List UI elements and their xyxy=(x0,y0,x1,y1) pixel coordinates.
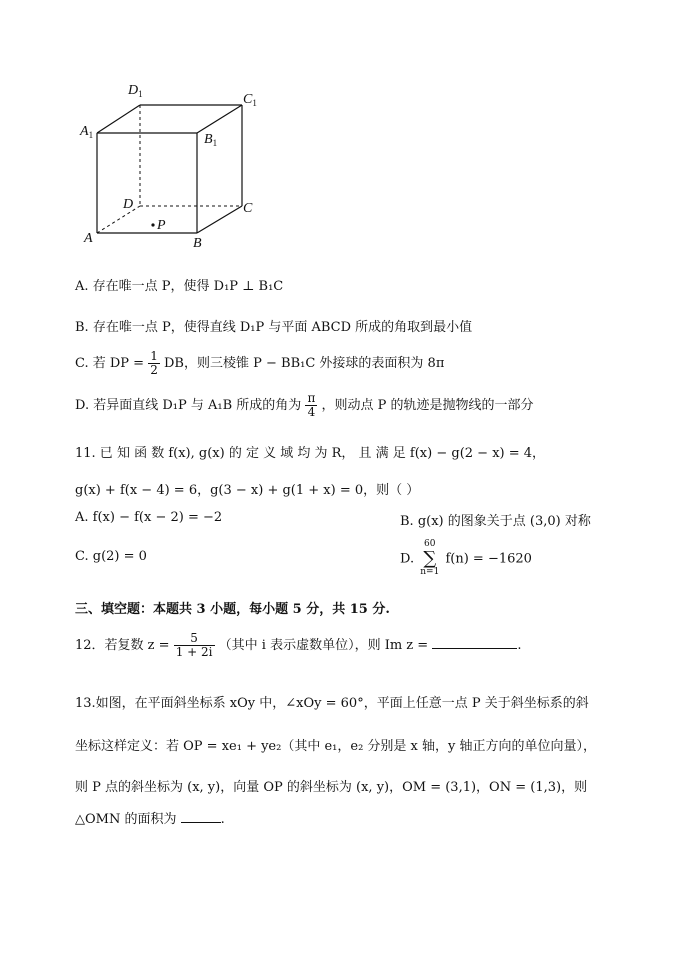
q11-option-d: D. 60 ∑ n=1 f(n) = −1620 xyxy=(400,539,532,577)
q13-line4: △OMN 的面积为 . xyxy=(75,812,225,827)
q10-option-c: C. 若 DP = $\frac{1}{2}$ DB，则三棱锥 P − BB₁C 外接球的表面积为 8π xyxy=(75,349,445,378)
label-A1: $A_1$ xyxy=(80,124,94,140)
label-C1: $C_1$ xyxy=(243,92,257,108)
q13-line3: 则 P 点的斜坐标为 (x, y)，向量 OP 的斜坐标为 (x, y)，OM = (3,1)，ON = (1,3)，则 xyxy=(75,780,588,795)
fraction-half: $\frac{1}{2}$ xyxy=(150,349,158,378)
q12: 12．若复数 z = $\frac{5}{1 + 2i}$ （其中 i 表示虚数单位），则 Im z = . xyxy=(75,631,522,660)
q13-line2: 坐标这样定义：若 OP = xe₁ + ye₂（其中 e₁，e₂ 分别是 x 轴，y 轴正方向的单位向量）， xyxy=(75,739,596,754)
label-A: A xyxy=(84,231,93,246)
q10-option-d: D. 若异面直线 D₁P 与 A₁B 所成的角为 $\frac{\pi}{4}$ ，则动点 P 的轨迹是抛物线的一部分 xyxy=(75,391,534,420)
q11-option-a: A. f(x) − f(x − 2) = −2 xyxy=(75,510,223,525)
label-D1: $D_1$ xyxy=(128,83,143,99)
q11-option-b: B. g(x) 的图象关于点 (3,0) 对称 xyxy=(400,514,591,529)
label-C: C xyxy=(243,201,253,216)
q11-stem-line1: 11. 已 知 函 数 f(x), g(x) 的 定 义 域 均 为 R， 且 满 足 f(x) − g(2 − x) = 4， xyxy=(75,446,546,461)
cube-figure xyxy=(70,85,270,255)
q11-option-c: C. g(2) = 0 xyxy=(75,549,147,564)
q13-line1: 13.如图，在平面斜坐标系 xOy 中，∠xOy = 60°，平面上任意一点 P 关于斜坐标系的斜 xyxy=(75,696,589,711)
fraction-pi-over-4: $\frac{\pi}{4}$ xyxy=(307,391,316,420)
section-heading: 三、填空题：本题共 3 小题，每小题 5 分，共 15 分. xyxy=(75,602,390,617)
answer-blank[interactable] xyxy=(181,822,221,823)
label-B1: $B_1$ xyxy=(204,132,218,148)
q11-stem-line2: g(x) + f(x − 4) = 6，g(3 − x) + g(1 + x) = 0，则（ ） xyxy=(75,483,420,498)
fraction-5-over-1-2i: $\frac{5}{1 + 2i}$ xyxy=(175,631,213,660)
answer-blank[interactable] xyxy=(432,648,517,649)
label-D: D xyxy=(123,197,134,212)
q10-option-b: B. 存在唯一点 P，使得直线 D₁P 与平面 ABCD 所成的角取到最小值 xyxy=(75,320,473,335)
label-B: B xyxy=(193,236,202,251)
q10-option-a: A. 存在唯一点 P，使得 D₁P ⊥ B₁C xyxy=(75,279,284,294)
summation: 60 ∑ n=1 xyxy=(420,539,440,577)
label-P: P xyxy=(157,218,166,233)
